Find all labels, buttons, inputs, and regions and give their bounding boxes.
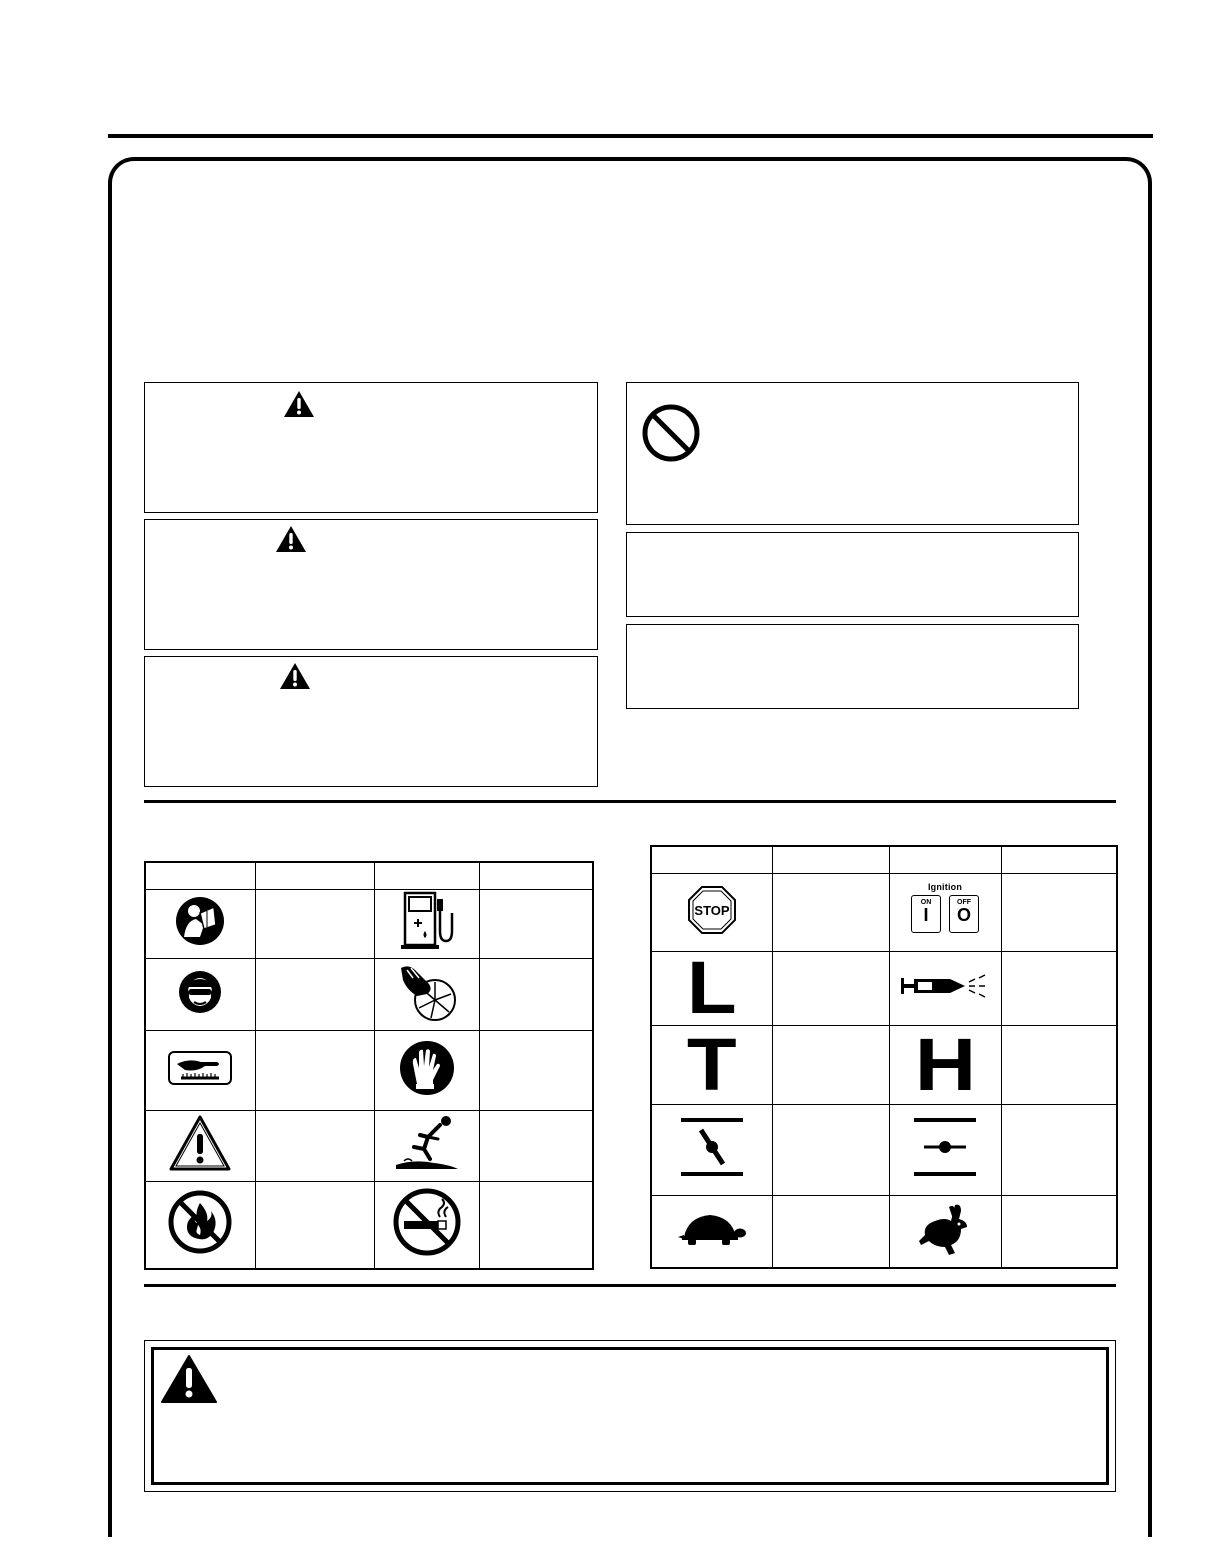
important-box: [626, 624, 1079, 709]
prohibition-box: [626, 382, 1079, 525]
choke-closed-icon: [679, 1114, 745, 1180]
rotating-blade-hand-icon: [395, 960, 459, 1024]
primer-injector-icon: [899, 974, 991, 998]
caution-box: [144, 656, 598, 787]
description-cell: [479, 1110, 593, 1181]
safety-symbols-table: [144, 861, 594, 1270]
control-symbols-table: [650, 845, 1118, 1269]
description-cell: [1001, 951, 1117, 1025]
choke-open-icon: [912, 1114, 978, 1180]
prohibition-icon: [641, 403, 701, 463]
description-cell: [772, 1104, 889, 1195]
description-cell: [255, 889, 374, 958]
eye-ear-protection-icon: [178, 970, 222, 1014]
ignition-title: Ignition: [927, 881, 963, 892]
warning-triangle-icon: [275, 525, 307, 553]
safety-alert-icon: [168, 1114, 232, 1172]
header-cell: [772, 846, 889, 873]
symbol-cell: [374, 958, 479, 1030]
description-cell: [255, 1110, 374, 1181]
stop-sign-text: STOP: [694, 902, 730, 918]
hot-surface-icon: [167, 1050, 233, 1086]
header-cell: [255, 862, 374, 889]
symbol-cell: [889, 1022, 1001, 1106]
description-cell: [1001, 873, 1117, 951]
section-divider: [144, 1284, 1116, 1287]
turtle-slow-icon: [676, 1211, 748, 1247]
safety-warning-box: [144, 1340, 1116, 1492]
description-cell: [479, 958, 593, 1030]
section-divider: [144, 800, 1116, 803]
ignition-switch-icon: [905, 882, 985, 938]
wear-gloves-icon: [399, 1040, 455, 1096]
warning-triangle-icon: [279, 662, 311, 690]
symbol-cell: [145, 1181, 255, 1269]
symbol-cell: [651, 1195, 772, 1268]
symbol-cell: [374, 889, 479, 958]
description-cell: [255, 1181, 374, 1269]
rabbit-fast-icon: [915, 1201, 975, 1257]
description-cell: [479, 1030, 593, 1110]
warning-triangle-icon: [160, 1354, 218, 1404]
off-glyph: O: [956, 904, 971, 925]
symbol-cell: [374, 1110, 479, 1181]
letter-h-icon: H: [914, 1022, 976, 1106]
symbol-cell: [145, 1030, 255, 1110]
description-cell: [255, 1030, 374, 1110]
warning-box: [144, 519, 598, 650]
symbol-cell: [889, 1104, 1001, 1195]
ignition-off-switch: [949, 895, 979, 933]
description-cell: [479, 889, 593, 958]
description-cell: [772, 1195, 889, 1268]
header-cell: [479, 862, 593, 889]
no-open-flame-icon: [167, 1189, 233, 1255]
header-cell: [145, 862, 255, 889]
stop-sign-icon: [687, 885, 737, 935]
description-cell: [772, 873, 889, 951]
fuel-pump-icon: [399, 891, 455, 951]
description-cell: [772, 1025, 889, 1104]
description-cell: [479, 1181, 593, 1269]
on-glyph: I: [923, 904, 929, 925]
no-smoking-icon: [392, 1187, 462, 1257]
symbol-cell: [651, 1104, 772, 1195]
letter-l-icon: L: [686, 946, 737, 1029]
safety-warning-inner: [151, 1347, 1109, 1485]
header-cell: [374, 862, 479, 889]
description-cell: [772, 951, 889, 1025]
description-cell: [1001, 1195, 1117, 1268]
off-label: OFF: [957, 898, 971, 906]
description-cell: [1001, 1104, 1117, 1195]
symbol-cell: [145, 889, 255, 958]
symbol-cell: [145, 958, 255, 1030]
read-manual-icon: [174, 895, 226, 947]
danger-box: [144, 382, 598, 513]
ignition-on-switch: [911, 895, 941, 933]
symbol-cell: [889, 951, 1001, 1025]
symbol-cell: [651, 1022, 772, 1106]
symbol-cell: [374, 1181, 479, 1269]
symbol-cell: [889, 873, 1001, 951]
symbol-cell: [651, 873, 772, 951]
header-cell: [889, 846, 1001, 873]
header-cell: [1001, 846, 1117, 873]
symbol-cell: [374, 1030, 479, 1110]
slip-hazard-icon: [394, 1113, 460, 1173]
header-rule: [108, 134, 1153, 138]
warning-triangle-icon: [283, 390, 315, 418]
symbol-cell: [889, 1195, 1001, 1268]
on-label: ON: [920, 898, 932, 906]
symbol-cell: [145, 1110, 255, 1181]
symbol-cell: [651, 946, 772, 1029]
note-box: [626, 532, 1079, 617]
header-cell: [651, 846, 772, 873]
letter-t-icon: T: [686, 1022, 737, 1106]
description-cell: [255, 958, 374, 1030]
description-cell: [1001, 1025, 1117, 1104]
